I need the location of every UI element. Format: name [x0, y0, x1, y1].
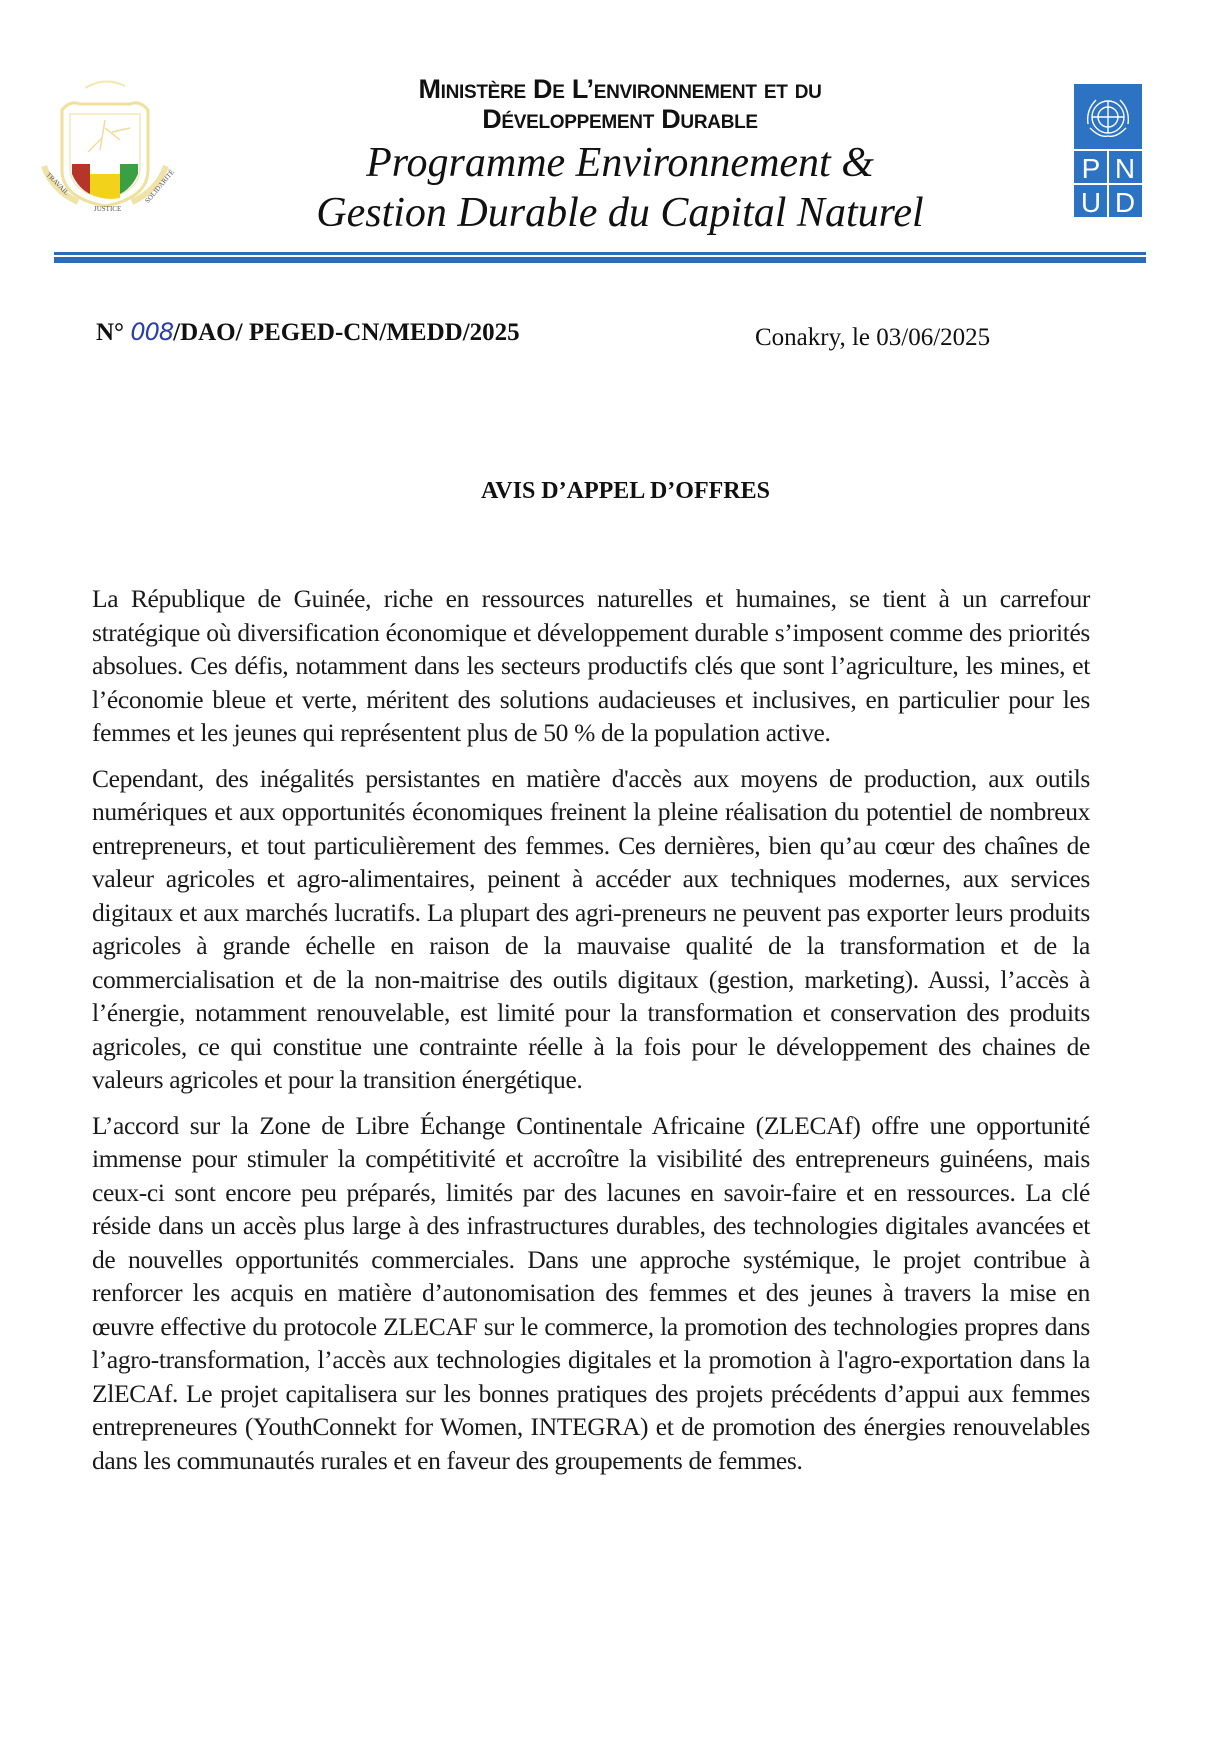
svg-text:TRAVAIL: TRAVAIL	[44, 170, 71, 197]
paragraph-2: Cependant, des inégalités persistantes en matière d'accès aux moyens de production, aux outils numériques et aux opportunités économiques freinent la pleine réalisation du potentiel de nombreux entrepreneurs, et tout particulièrement des femmes. Ces dernières, bien qu’au cœur des chaînes de valeur agricoles et agro-alimentaires, peinent à accéder aux techniques modernes, aux services digitaux et aux marchés lucratifs. La plupart des agri-preneurs ne peuvent pas exporter leurs produits agricoles à grande échelle en raison de la mauvaise qualité de la transformation et de la commercialisation et de la non-maitrise des outils digitaux (gestion, marketing). Aussi, l’accès à l’énergie, notamment renouvelable, est limité pour la transformation et conservation des produits agricoles, ce qui constitue une contrainte réelle à la fois pour le développement des chaines de valeurs agricoles et pour la transition énergétique.	[92, 763, 1090, 1094]
header-divider-thick	[54, 257, 1146, 263]
reference-prefix: N°	[96, 319, 125, 346]
svg-text:P: P	[1081, 153, 1101, 184]
svg-text:JUSTICE: JUSTICE	[94, 205, 122, 213]
svg-text:N: N	[1114, 153, 1136, 184]
svg-text:U: U	[1080, 187, 1102, 217]
svg-text:SOLIDARITÉ: SOLIDARITÉ	[143, 168, 176, 205]
paragraph-3: L’accord sur la Zone de Libre Échange Continentale Africaine (ZLECAf) offre une opportunité immense pour stimuler la compétitivité et accroître la visibilité des entrepreneurs guinéens, mais ceux-ci sont encore peu préparés, limités par des lacunes en savoir-faire et en ressources. La clé réside dans un accès plus large à des infrastructures durables, des technologies digitales avancées et de nouvelles opportunités commerciales. Dans une approche systémique, le projet contribue à renforcer les acquis en matière d’autonomisation des femmes et des jeunes à travers la mise en œuvre effective du protocole ZLECAF sur le commerce, la promotion des technologies propres dans l’agro-transformation, l’accès aux technologies digitales et la promotion à l'agro-exportation dans la ZlECAf. Le projet capitalisera sur les bonnes pratiques des projets précédents d’appui aux femmes entrepreneures (YouthConnekt for Women, INTEGRA) et de promotion des énergies renouvelables dans les communautés rurales et en faveur des groupements de femmes.	[92, 1110, 1090, 1475]
header-divider-thin	[54, 252, 1146, 255]
date-line: Conakry, le 03/06/2025	[755, 324, 991, 351]
svg-text:D: D	[1114, 187, 1136, 217]
reference-suffix: /DAO/ PEGED-CN/MEDD/2025	[173, 319, 520, 346]
paragraph-1: La République de Guinée, riche en ressources naturelles et humaines, se tient à un carrefour stratégique où diversification économique et développement durable s’imposent comme des priorités absolues. Ces défis, notamment dans les secteurs productifs clés que sont l’agriculture, les mines, et l’économie bleue et verte, méritent des solutions audacieuses et inclusives, en particulier pour les femmes et les jeunes qui représentent plus de 50 % de la population active.	[92, 584, 1090, 747]
handwritten-number: 008	[130, 318, 174, 346]
document-body	[92, 582, 1090, 1489]
header-divider	[54, 252, 1146, 264]
reference-number	[96, 318, 520, 347]
pnud-logo	[1074, 84, 1142, 217]
ministry-line-1: Ministère De L’environnement et du	[418, 74, 822, 104]
ministry-heading	[220, 74, 1020, 134]
program-line-2: Gestion Durable du Capital Naturel	[316, 190, 924, 236]
document-title: AVIS D’APPEL D’OFFRES	[481, 478, 770, 504]
program-heading	[200, 138, 1040, 238]
ministry-line-2: Développement Durable	[482, 104, 758, 134]
guinea-coat-of-arms-icon	[30, 70, 180, 220]
program-line-1: Programme Environnement &	[366, 140, 874, 186]
